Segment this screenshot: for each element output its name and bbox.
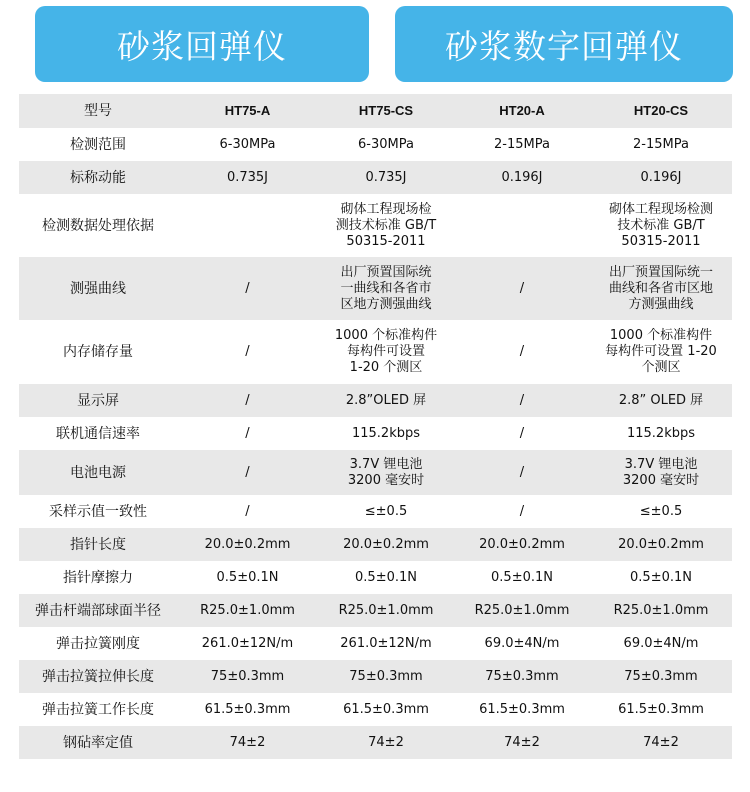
table-cell: / (454, 320, 590, 384)
table-cell: 75±0.3mm (454, 660, 590, 693)
table-row (19, 161, 732, 194)
table-cell: 74±2 (177, 726, 318, 759)
table-cell: 75±0.3mm (177, 660, 318, 693)
table-cell (177, 194, 318, 257)
row-label: 弹击拉簧拉伸长度 (19, 660, 177, 693)
table-cell: / (177, 320, 318, 384)
row-label: 检测范围 (19, 128, 177, 161)
row-label: 联机通信速率 (19, 417, 177, 450)
table-row (19, 627, 732, 660)
table-cell: 261.0±12N/m (318, 627, 454, 660)
table-cell: ≤±0.5 (318, 495, 454, 528)
table-cell: / (177, 384, 318, 417)
table-cell: 2-15MPa (590, 128, 732, 161)
table-cell: 出厂预置国际统 一曲线和各省市 区地方测强曲线 (318, 257, 454, 320)
spec-table (19, 94, 732, 759)
table-cell: 61.5±0.3mm (454, 693, 590, 726)
table-cell: 20.0±0.2mm (454, 528, 590, 561)
table-cell (454, 194, 590, 257)
table-cell: / (177, 417, 318, 450)
row-label: 标称动能 (19, 161, 177, 194)
table-cell: 2.8” OLED 屏 (590, 384, 732, 417)
row-label: 电池电源 (19, 450, 177, 495)
table-row (19, 660, 732, 693)
table-cell: 261.0±12N/m (177, 627, 318, 660)
table-cell: ≤±0.5 (590, 495, 732, 528)
table-cell: 3.7V 锂电池 3200 毫安时 (590, 450, 732, 495)
table-row (19, 495, 732, 528)
table-cell: 20.0±0.2mm (318, 528, 454, 561)
table-cell: 69.0±4N/m (454, 627, 590, 660)
row-label: 钢砧率定值 (19, 726, 177, 759)
header-cell-ht75-a: HT75-A (177, 94, 318, 128)
table-cell: 2-15MPa (454, 128, 590, 161)
table-cell: 砌体工程现场检测 技术标准 GB/T 50315-2011 (590, 194, 732, 257)
table-cell: / (454, 257, 590, 320)
table-cell: 6-30MPa (318, 128, 454, 161)
table-cell: 74±2 (590, 726, 732, 759)
table-cell: 69.0±4N/m (590, 627, 732, 660)
table-row (19, 128, 732, 161)
table-cell: 3.7V 锂电池 3200 毫安时 (318, 450, 454, 495)
table-cell: R25.0±1.0mm (590, 594, 732, 627)
table-cell: 0.5±0.1N (318, 561, 454, 594)
table-cell: 20.0±0.2mm (177, 528, 318, 561)
table-cell: 115.2kbps (318, 417, 454, 450)
table-cell: / (177, 450, 318, 495)
table-cell: 砌体工程现场检 测技术标准 GB/T 50315-2011 (318, 194, 454, 257)
header-cell-ht75-cs: HT75-CS (318, 94, 454, 128)
table-row (19, 594, 732, 627)
table-cell: 0.5±0.1N (177, 561, 318, 594)
table-cell: 出厂预置国际统一 曲线和各省市区地 方测强曲线 (590, 257, 732, 320)
row-label: 检测数据处理依据 (19, 194, 177, 257)
table-cell: 1000 个标准构件 每构件可设置 1-20 个测区 (590, 320, 732, 384)
table-row (19, 384, 732, 417)
table-row (19, 194, 732, 257)
table-cell: 0.196J (454, 161, 590, 194)
table-cell: 61.5±0.3mm (590, 693, 732, 726)
table-cell: 0.5±0.1N (590, 561, 732, 594)
table-header-row (19, 94, 732, 128)
table-row (19, 450, 732, 495)
table-cell: R25.0±1.0mm (177, 594, 318, 627)
table-cell: 0.196J (590, 161, 732, 194)
table-row (19, 561, 732, 594)
table-cell: 0.735J (177, 161, 318, 194)
table-row (19, 693, 732, 726)
table-cell: 115.2kbps (590, 417, 732, 450)
table-row (19, 417, 732, 450)
table-cell: / (177, 495, 318, 528)
row-label: 弹击拉簧工作长度 (19, 693, 177, 726)
table-cell: / (454, 450, 590, 495)
table-cell: 74±2 (318, 726, 454, 759)
row-label: 显示屏 (19, 384, 177, 417)
table-cell: R25.0±1.0mm (454, 594, 590, 627)
table-cell: 6-30MPa (177, 128, 318, 161)
table-cell: / (454, 495, 590, 528)
table-cell: 0.735J (318, 161, 454, 194)
table-cell: 20.0±0.2mm (590, 528, 732, 561)
header-cell-ht20-cs: HT20-CS (590, 94, 732, 128)
row-label: 内存储存量 (19, 320, 177, 384)
table-cell: R25.0±1.0mm (318, 594, 454, 627)
table-cell: / (177, 257, 318, 320)
table-cell: 61.5±0.3mm (318, 693, 454, 726)
table-row (19, 257, 732, 320)
banner-mortar-rebound-hammer: 砂浆回弹仪 (35, 6, 369, 82)
header-cell-model: 型号 (19, 94, 177, 128)
table-cell: / (454, 417, 590, 450)
table-row (19, 528, 732, 561)
table-cell: 61.5±0.3mm (177, 693, 318, 726)
row-label: 弹击杆端部球面半径 (19, 594, 177, 627)
row-label: 指针摩擦力 (19, 561, 177, 594)
table-row (19, 320, 732, 384)
table-cell: / (454, 384, 590, 417)
table-row (19, 726, 732, 759)
row-label: 指针长度 (19, 528, 177, 561)
table-cell: 0.5±0.1N (454, 561, 590, 594)
table-cell: 75±0.3mm (318, 660, 454, 693)
header-cell-ht20-a: HT20-A (454, 94, 590, 128)
table-cell: 74±2 (454, 726, 590, 759)
banner-digital-mortar-rebound-hammer: 砂浆数字回弹仪 (395, 6, 733, 82)
table-cell: 2.8”OLED 屏 (318, 384, 454, 417)
table-cell: 75±0.3mm (590, 660, 732, 693)
row-label: 弹击拉簧刚度 (19, 627, 177, 660)
table-cell: 1000 个标准构件 每构件可设置 1-20 个测区 (318, 320, 454, 384)
row-label: 测强曲线 (19, 257, 177, 320)
row-label: 采样示值一致性 (19, 495, 177, 528)
